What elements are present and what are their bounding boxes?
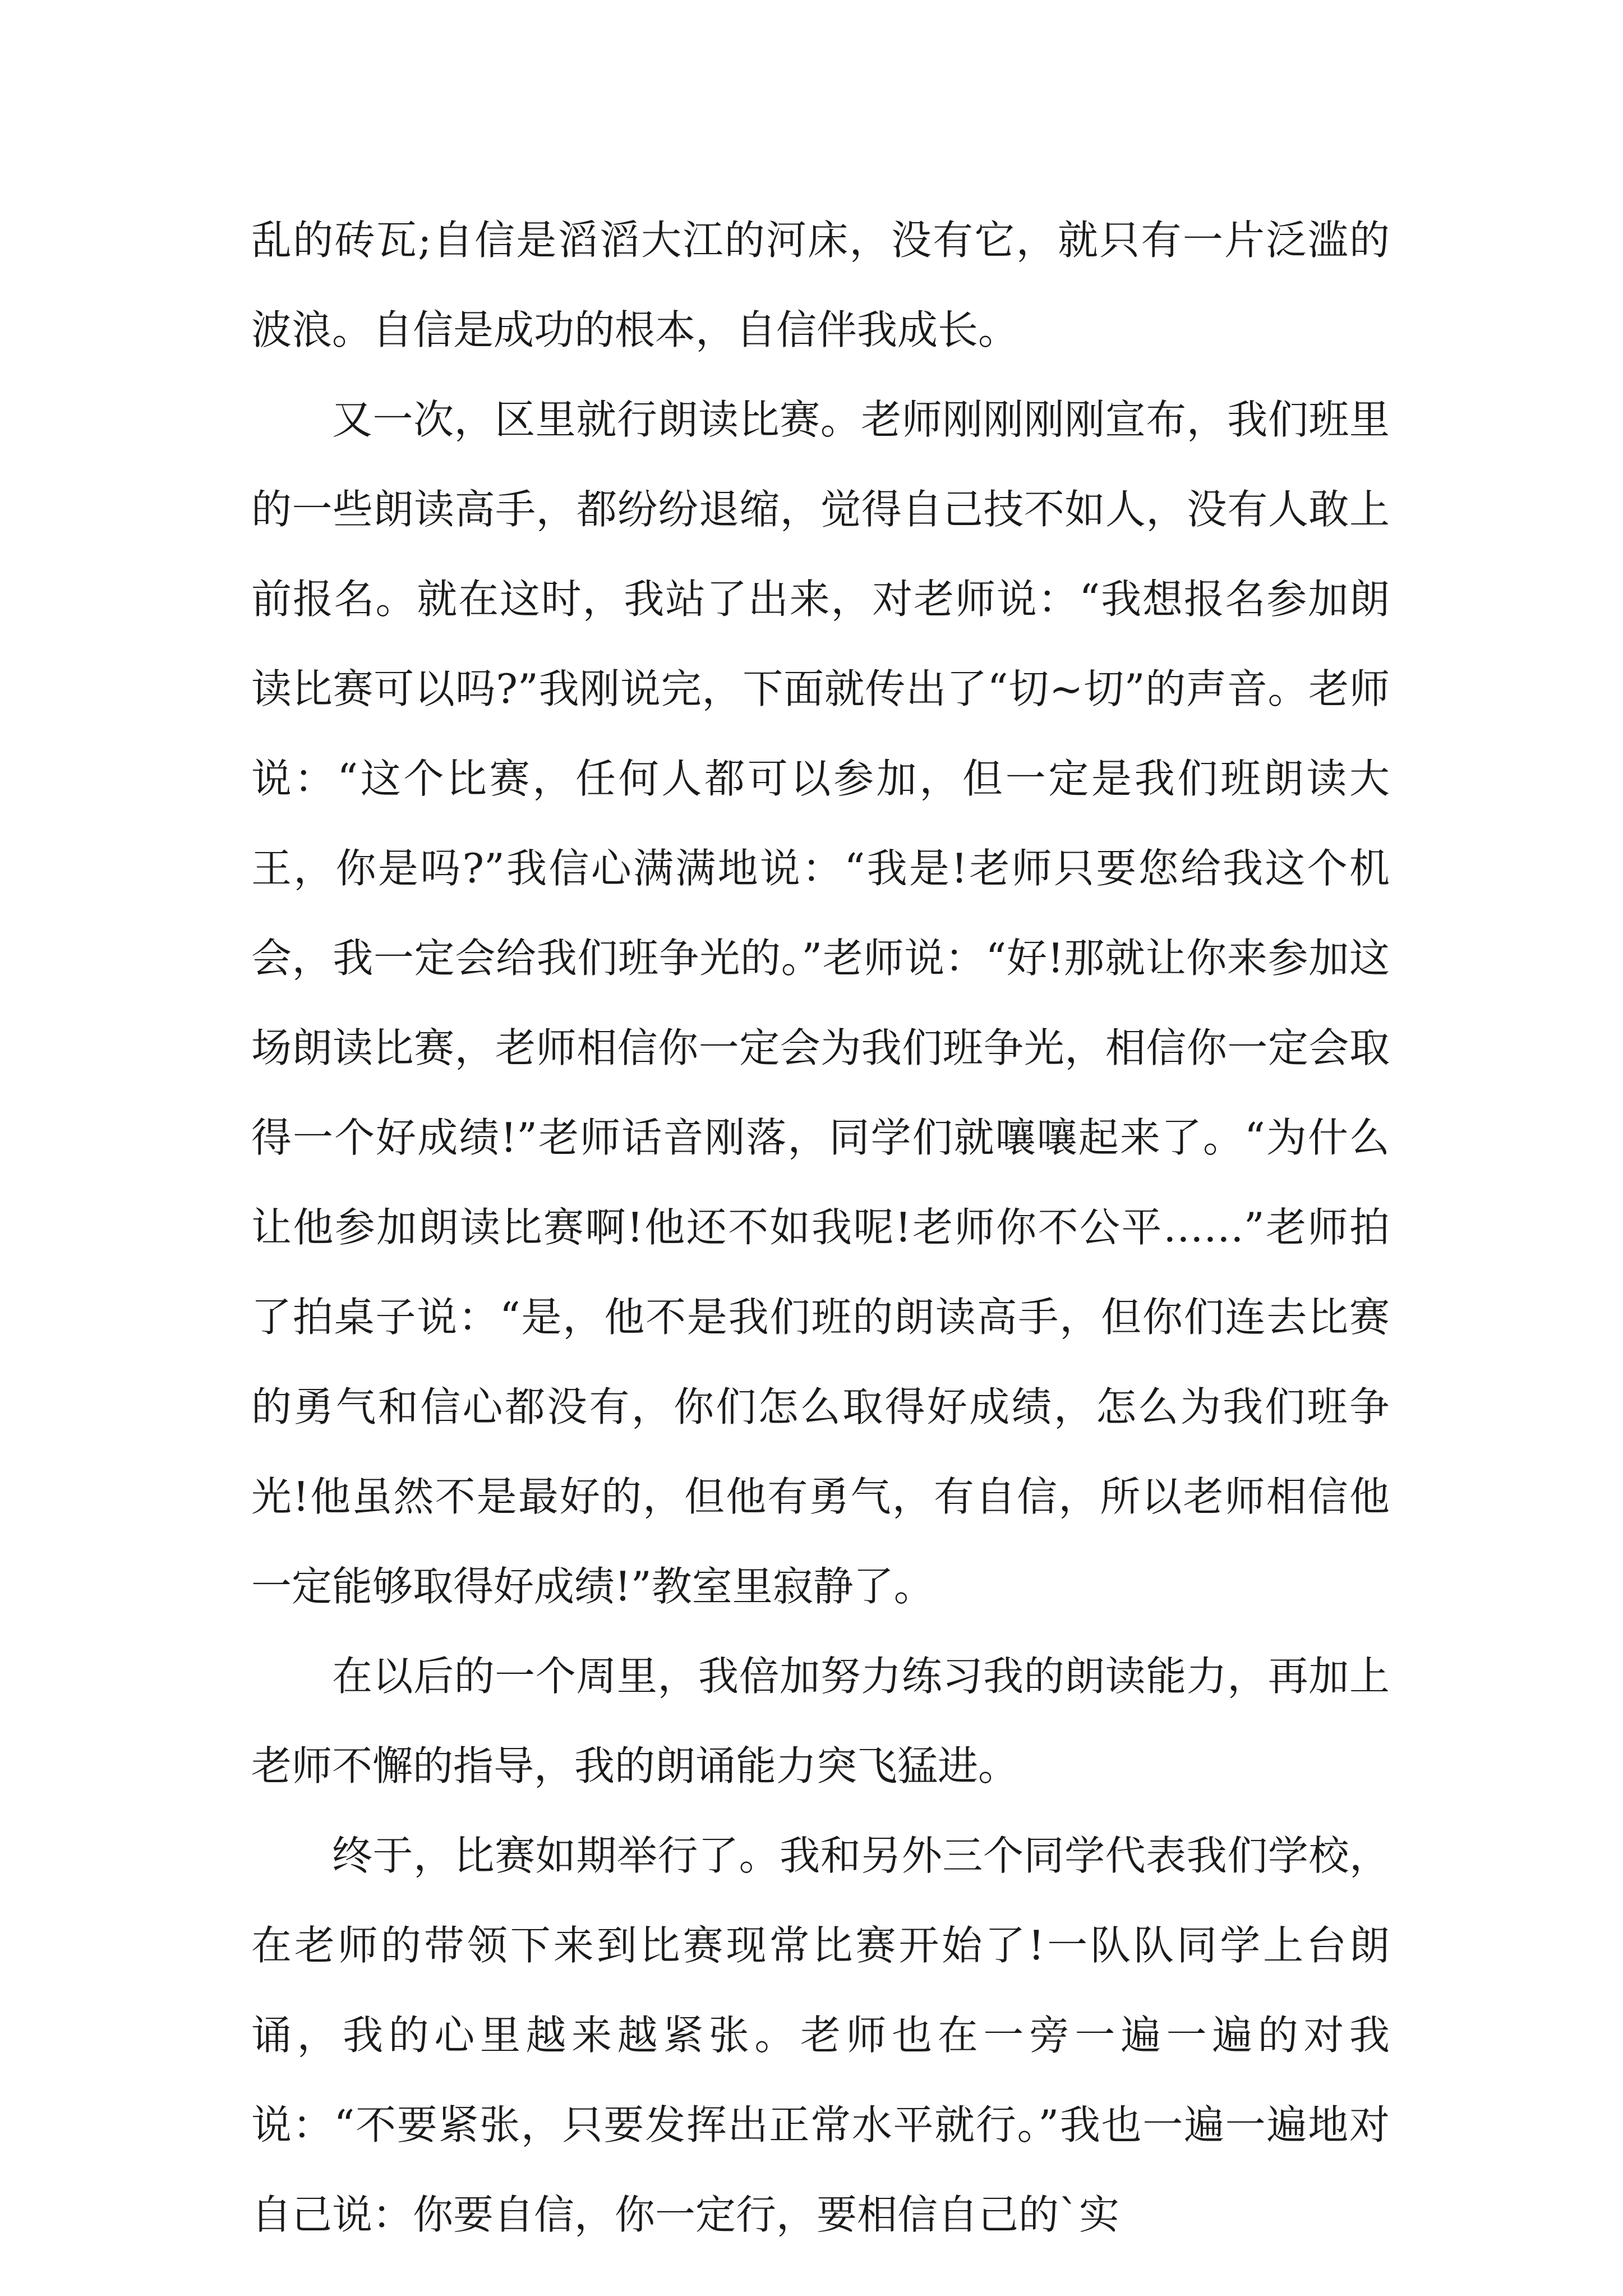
body-text [251,195,1390,2260]
paragraph-practice-week: 在以后的一个周里，我倍加努力练习我的朗读能力，再加上老师不懈的指导，我的朗诵能力突飞猛进。 [251,1653,1390,1789]
paragraph-continuation: 乱的砖瓦;自信是滔滔大江的河床，没有它，就只有一片泛滥的波浪。自信是成功的根本，自信伴我成长。 [251,217,1390,353]
paragraph-competition-day: 终于，比赛如期举行了。我和另外三个同学代表我们学校，在老师的带领下来到比赛现常比赛开始了!一队队同学上台朗诵，我的心里越来越紧张。老师也在一旁一遍一遍的对我说：“不要紧张，只要发挥出正常水平就行。”我也一遍一遍地对自己说：你要自信，你一定行，要相信自己的`实 [251,1832,1390,2238]
paragraph-reading-contest: 又一次，区里就行朗读比赛。老师刚刚刚刚宣布，我们班里的一些朗读高手，都纷纷退缩，觉得自己技不如人，没有人敢上前报名。就在这时，我站了出来，对老师说：“我想报名参加朗读比赛可以吗?”我刚说完，下面就传出了“切~切”的声音。老师说：“这个比赛，任何人都可以参加，但一定是我们班朗读大王，你是吗?”我信心满满地说：“我是!老师只要您给我这个机会，我一定会给我们班争光的。”老师说：“好!那就让你来参加这场朗读比赛，老师相信你一定会为我们班争光，相信你一定会取得一个好成绩!”老师话音刚落，同学们就嚷嚷起来了。“为什么让他参加朗读比赛啊!他还不如我呢!老师你不公平……”老师拍了拍桌子说：“是，他不是我们班的朗读高手，但你们连去比赛的勇气和信心都没有，你们怎么取得好成绩，怎么为我们班争光!他虽然不是最好的，但他有勇气，有自信，所以老师相信他一定能够取得好成绩!”教室里寂静了。 [251,396,1390,1610]
